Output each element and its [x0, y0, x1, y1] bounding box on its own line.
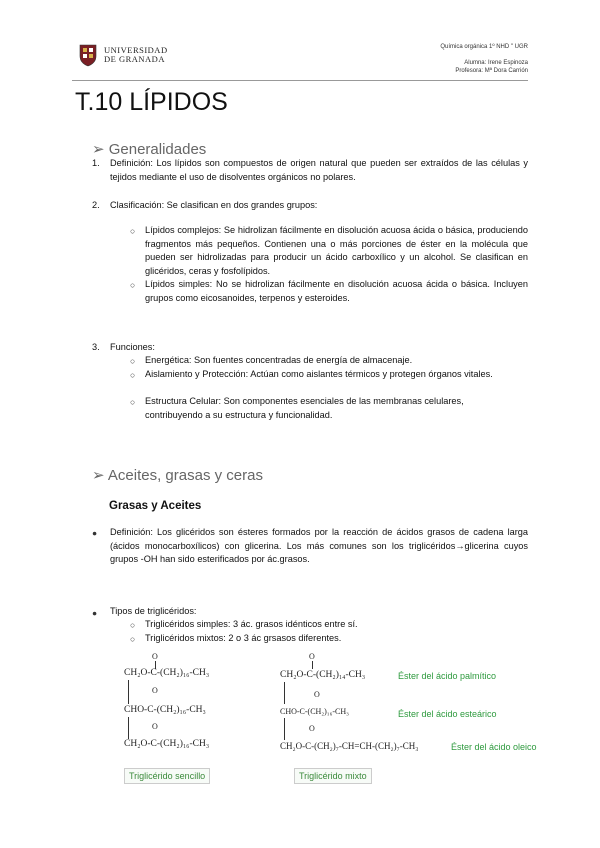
- carbonyl-oxygen: O: [152, 652, 158, 661]
- label-oleic: Éster del ácido oleico: [451, 742, 537, 752]
- student-label: Alumna: Irene Espinoza: [464, 60, 528, 66]
- caption-mixed-triglyceride: Triglicérido mixto: [294, 768, 372, 784]
- function-energetic: Energética: Son fuentes concentradas de energía de almacenaje.: [145, 355, 413, 365]
- type-mixed: Triglicéridos mixtos: 2 o 3 ác grsasos diferentes.: [145, 633, 342, 643]
- right-chain-2: CHO-C-(CH₂)₁₆-CH₃: [280, 707, 349, 716]
- classification-text: Clasificación: Se clasifican en dos grandes grupos:: [110, 200, 318, 210]
- caption-simple-triglyceride: Triglicérido sencillo: [124, 768, 210, 784]
- label-stearic: Éster del ácido esteárico: [398, 709, 497, 719]
- bond-line: [284, 682, 285, 704]
- left-chain-1: CH₂O-C-(CH₂)₁₆-CH₃: [124, 668, 210, 678]
- type-simple: Triglicéridos simples: 3 ác. grasos idénticos entre sí.: [145, 619, 358, 629]
- functions-label: Funciones:: [110, 342, 155, 352]
- hollow-bullet-icon: ○: [130, 370, 136, 380]
- definition-text: Definición: Los lípidos son compuestos de origen natural que pueden ser extraídos de las células y tejidos mediante el uso de disolventes orgánicos no polares.: [110, 158, 528, 182]
- function-structure: Estructura Celular: Son componentes esenciales de las membranas celulares, contribuyendo a su estructura y funcionalidad.: [145, 396, 464, 420]
- course-label: Química orgánica 1º NHD " UGR: [440, 44, 528, 50]
- complex-lipids-text: Lípidos complejos: Se hidrolizan fácilmente en disolución acuosa ácida o básica, produciendo fragmentos más pequeños. Contienen una o más porciones de éster en la molécula que pueden ser hidrolizadas para producir un ácido carboxílico y un alcohol. Se clasifican en glicéridos, ceras y fosfolípidos.: [145, 225, 528, 276]
- triglyceride-figure: [108, 650, 558, 790]
- carbonyl-oxygen: O: [314, 690, 320, 699]
- left-chain-2: CHO-C-(CH₂)₁₆-CH₃: [124, 705, 206, 715]
- item-number: 3.: [92, 342, 100, 352]
- simple-lipids-text: Lípidos simples: No se hidrolizan fácilmente en disolución acuosa ácida o básica. Incluyen grupos como eicosanoides, terpenos y esteroides.: [145, 279, 528, 303]
- hollow-bullet-icon: ○: [130, 397, 136, 407]
- bond-line: [128, 680, 129, 704]
- carbonyl-oxygen: O: [309, 652, 315, 661]
- carbonyl-oxygen: O: [152, 686, 158, 695]
- bullet-icon: ●: [92, 528, 98, 538]
- glycerides-definition: Definición: Los glicéridos son ésteres formados por la reacción de ácidos grasos de cadena larga (ácidos monocarboxílicos) con glicerina. Los más comunes son los triglicéridos→glicerina cuyos grupos -OH han sido esterificados por ác.grasos.: [110, 527, 528, 564]
- header-info: [440, 43, 528, 75]
- university-logo: [78, 43, 168, 67]
- bond-line: [128, 717, 129, 739]
- subheading-grasas: Grasas y Aceites: [109, 500, 202, 512]
- function-insulation: Aislamiento y Protección: Actúan como aislantes térmicos y protegen órganos vitales.: [145, 369, 493, 379]
- types-label: Tipos de triglicéridos:: [110, 606, 197, 616]
- crest-icon: [78, 43, 98, 67]
- label-palmitic: Éster del ácido palmítico: [398, 671, 497, 681]
- carbonyl-oxygen: O: [309, 724, 315, 733]
- right-chain-1: CH₂O-C-(CH₂)₁₄-CH₃: [280, 670, 366, 680]
- hollow-bullet-icon: ○: [130, 356, 136, 366]
- double-bond-line: [312, 661, 313, 669]
- right-chain-3: CH₂O-C-(CH₂)₇-CH=CH-(CH₂)₇-CH₃: [280, 741, 419, 751]
- section-heading-generalidades: ➢ Generalidades: [92, 141, 207, 158]
- bullet-icon: ●: [92, 608, 98, 618]
- left-chain-3: CH₂O-C-(CH₂)₁₆-CH₃: [124, 739, 210, 749]
- hollow-bullet-icon: ○: [130, 620, 136, 630]
- bond-line: [284, 718, 285, 740]
- header-divider: [72, 80, 528, 81]
- hollow-bullet-icon: ○: [130, 634, 136, 644]
- hollow-bullet-icon: ○: [130, 226, 136, 236]
- university-name-line2: DE GRANADA: [104, 54, 165, 64]
- section-heading-aceites: ➢ Aceites, grasas y ceras: [92, 467, 263, 484]
- item-number: 2.: [92, 200, 100, 210]
- teacher-label: Profesora: Mª Dora Carrión: [455, 68, 528, 74]
- carbonyl-oxygen: O: [152, 722, 158, 731]
- hollow-bullet-icon: ○: [130, 280, 136, 290]
- university-name-line1: UNIVERSIDAD: [104, 45, 168, 55]
- item-number: 1.: [92, 158, 100, 168]
- page-title: T.10 LÍPIDOS: [75, 88, 228, 116]
